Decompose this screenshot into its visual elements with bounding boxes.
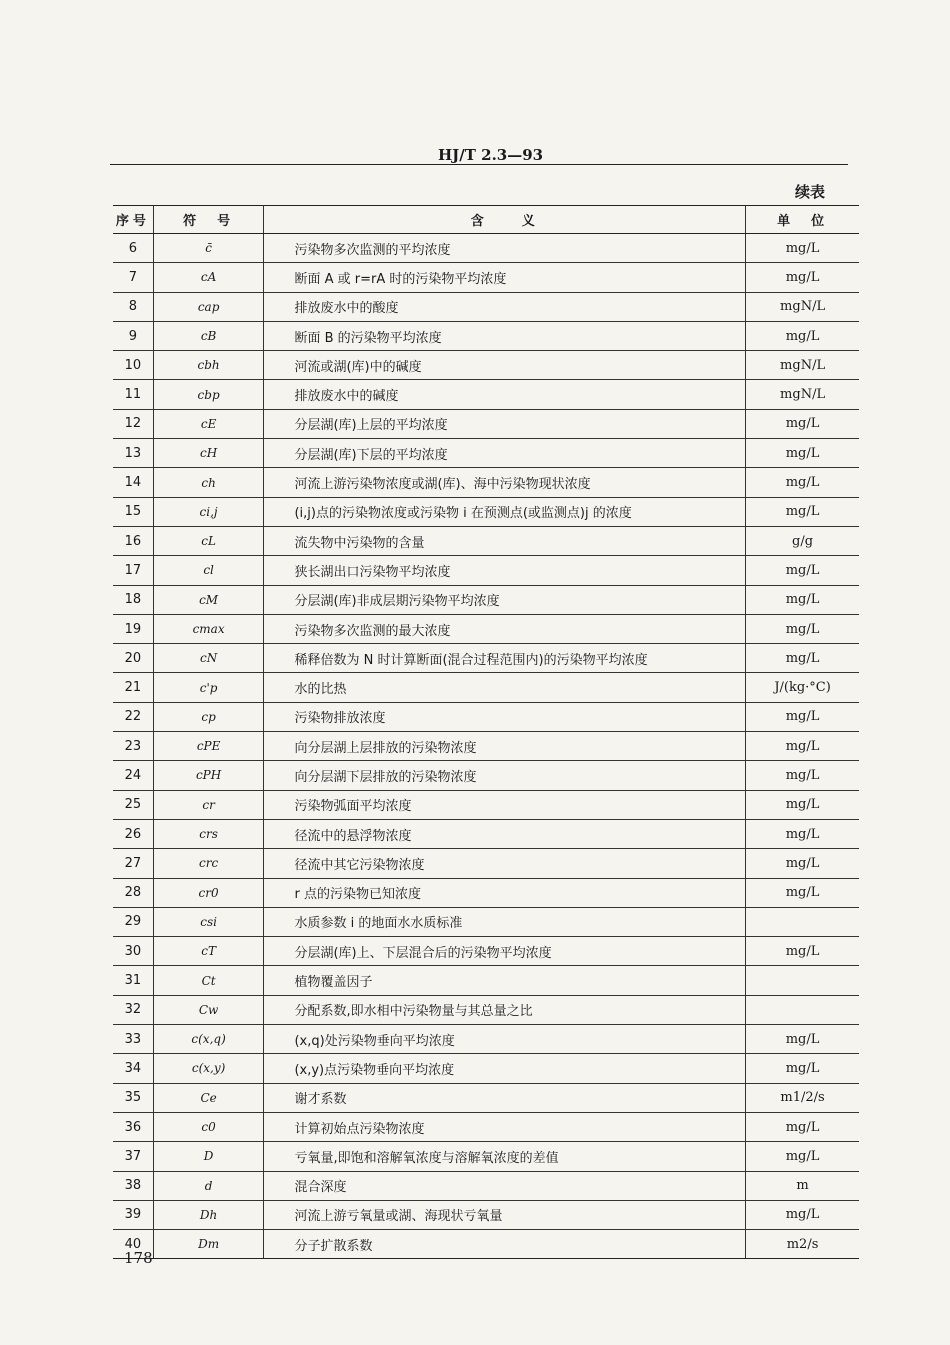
table-row — [113, 263, 859, 292]
row-number: 26 — [113, 819, 153, 848]
row-unit: mg/L — [746, 732, 859, 761]
col-header-meaning: 含 义 — [264, 206, 746, 234]
row-number: 27 — [113, 849, 153, 878]
row-number: 9 — [113, 321, 153, 350]
row-meaning: r 点的污染物已知浓度 — [264, 878, 746, 907]
row-symbol: cp — [153, 702, 264, 731]
row-number: 35 — [113, 1083, 153, 1112]
row-unit: mg/L — [746, 878, 859, 907]
row-meaning: 断面 B 的污染物平均浓度 — [264, 321, 746, 350]
row-unit: mgN/L — [746, 380, 859, 409]
row-unit: mg/L — [746, 937, 859, 966]
standard-code: HJ/T 2.3—93 — [438, 146, 544, 164]
row-meaning: 分子扩散系数 — [264, 1230, 746, 1259]
row-meaning: 河流上游污染物浓度或湖(库)、海中污染物现状浓度 — [264, 468, 746, 497]
row-symbol: cH — [153, 439, 264, 468]
row-symbol: d — [153, 1171, 264, 1200]
table-row — [113, 878, 859, 907]
row-number: 39 — [113, 1200, 153, 1229]
row-unit: mg/L — [746, 1025, 859, 1054]
row-meaning: 稀释倍数为 N 时计算断面(混合过程范围内)的污染物平均浓度 — [264, 644, 746, 673]
table-row — [113, 556, 859, 585]
row-unit: J/(kg·°C) — [746, 673, 859, 702]
row-unit: m2/s — [746, 1230, 859, 1259]
table-row — [113, 995, 859, 1024]
table-row — [113, 790, 859, 819]
row-unit: mg/L — [746, 614, 859, 643]
row-symbol: crc — [153, 849, 264, 878]
row-number: 36 — [113, 1112, 153, 1141]
row-unit: mg/L — [746, 263, 859, 292]
table-row — [113, 321, 859, 350]
table-row — [113, 409, 859, 438]
row-number: 34 — [113, 1054, 153, 1083]
table-row — [113, 468, 859, 497]
row-meaning: (x,q)处污染物垂向平均浓度 — [264, 1025, 746, 1054]
table-row — [113, 234, 859, 263]
row-symbol: cN — [153, 644, 264, 673]
row-symbol: ci,j — [153, 497, 264, 526]
row-unit: mg/L — [746, 1112, 859, 1141]
row-unit: mg/L — [746, 468, 859, 497]
row-number: 30 — [113, 937, 153, 966]
row-meaning: 排放废水中的碱度 — [264, 380, 746, 409]
row-number: 16 — [113, 526, 153, 555]
row-unit: mg/L — [746, 1054, 859, 1083]
row-unit: mg/L — [746, 702, 859, 731]
row-number: 32 — [113, 995, 153, 1024]
row-unit: m1/2/s — [746, 1083, 859, 1112]
row-symbol: cr0 — [153, 878, 264, 907]
row-symbol: cA — [153, 263, 264, 292]
row-meaning: 污染物多次监测的平均浓度 — [264, 234, 746, 263]
row-unit: mg/L — [746, 849, 859, 878]
row-number: 31 — [113, 966, 153, 995]
table-row — [113, 1200, 859, 1229]
table-row — [113, 732, 859, 761]
row-meaning: 分层湖(库)上层的平均浓度 — [264, 409, 746, 438]
col-header-unit: 单 位 — [746, 206, 859, 234]
row-meaning: 径流中的悬浮物浓度 — [264, 819, 746, 848]
row-symbol: ch — [153, 468, 264, 497]
row-unit: mg/L — [746, 644, 859, 673]
row-meaning: 向分层湖上层排放的污染物浓度 — [264, 732, 746, 761]
row-symbol: c(x,y) — [153, 1054, 264, 1083]
col-header-symbol: 符 号 — [153, 206, 264, 234]
table-row — [113, 819, 859, 848]
row-meaning: (x,y)点污染物垂向平均浓度 — [264, 1054, 746, 1083]
row-symbol: Dm — [153, 1230, 264, 1259]
row-number: 6 — [113, 234, 153, 263]
row-number: 20 — [113, 644, 153, 673]
table-row — [113, 702, 859, 731]
row-meaning: 断面 A 或 r=rA 时的污染物平均浓度 — [264, 263, 746, 292]
row-symbol: cPH — [153, 761, 264, 790]
row-symbol: cM — [153, 585, 264, 614]
table-row — [113, 1171, 859, 1200]
row-symbol: cE — [153, 409, 264, 438]
row-meaning: 分层湖(库)非成层期污染物平均浓度 — [264, 585, 746, 614]
row-symbol: Ct — [153, 966, 264, 995]
continued-label: 续表 — [795, 183, 826, 201]
row-meaning: 狭长湖出口污染物平均浓度 — [264, 556, 746, 585]
row-meaning: 水的比热 — [264, 673, 746, 702]
table-row — [113, 585, 859, 614]
row-symbol: cL — [153, 526, 264, 555]
row-meaning: 亏氧量,即饱和溶解氧浓度与溶解氧浓度的差值 — [264, 1142, 746, 1171]
row-symbol: cbh — [153, 351, 264, 380]
table-row — [113, 907, 859, 936]
table-row — [113, 614, 859, 643]
row-symbol: D — [153, 1142, 264, 1171]
row-unit: mg/L — [746, 1142, 859, 1171]
row-meaning: 流失物中污染物的含量 — [264, 526, 746, 555]
table-row — [113, 966, 859, 995]
table-row — [113, 644, 859, 673]
row-number: 12 — [113, 409, 153, 438]
row-unit: mg/L — [746, 497, 859, 526]
table-row — [113, 1142, 859, 1171]
row-unit: mgN/L — [746, 351, 859, 380]
row-unit: mg/L — [746, 819, 859, 848]
row-meaning: 河流或湖(库)中的碱度 — [264, 351, 746, 380]
row-number: 40 — [113, 1230, 153, 1259]
row-meaning: 分层湖(库)下层的平均浓度 — [264, 439, 746, 468]
row-symbol: cPE — [153, 732, 264, 761]
row-symbol: cr — [153, 790, 264, 819]
row-unit: mg/L — [746, 321, 859, 350]
row-meaning: (i,j)点的污染物浓度或污染物 i 在预测点(或监测点)j 的浓度 — [264, 497, 746, 526]
row-meaning: 径流中其它污染物浓度 — [264, 849, 746, 878]
row-number: 17 — [113, 556, 153, 585]
row-number: 8 — [113, 292, 153, 321]
col-header-no: 序号 — [113, 206, 153, 234]
row-symbol: c(x,q) — [153, 1025, 264, 1054]
row-unit: g/g — [746, 526, 859, 555]
row-unit: mg/L — [746, 585, 859, 614]
row-unit: mg/L — [746, 1200, 859, 1229]
table-row — [113, 1230, 859, 1259]
row-meaning: 排放废水中的酸度 — [264, 292, 746, 321]
row-number: 29 — [113, 907, 153, 936]
row-meaning: 分配系数,即水相中污染物量与其总量之比 — [264, 995, 746, 1024]
table-row — [113, 439, 859, 468]
row-unit — [746, 907, 859, 936]
row-unit — [746, 995, 859, 1024]
row-symbol: c'p — [153, 673, 264, 702]
row-symbol: crs — [153, 819, 264, 848]
row-unit: mg/L — [746, 790, 859, 819]
row-unit — [746, 966, 859, 995]
row-number: 7 — [113, 263, 153, 292]
row-meaning: 水质参数 i 的地面水水质标准 — [264, 907, 746, 936]
row-symbol: cl — [153, 556, 264, 585]
table-row — [113, 673, 859, 702]
row-unit: mgN/L — [746, 292, 859, 321]
row-symbol: c0 — [153, 1112, 264, 1141]
table-row — [113, 351, 859, 380]
row-number: 38 — [113, 1171, 153, 1200]
row-symbol: cap — [153, 292, 264, 321]
row-meaning: 污染物弧面平均浓度 — [264, 790, 746, 819]
row-meaning: 植物覆盖因子 — [264, 966, 746, 995]
row-unit: mg/L — [746, 409, 859, 438]
row-number: 13 — [113, 439, 153, 468]
row-meaning: 河流上游亏氧量或湖、海现状亏氧量 — [264, 1200, 746, 1229]
row-number: 10 — [113, 351, 153, 380]
table-row — [113, 526, 859, 555]
table-header-row — [113, 206, 859, 234]
table-row — [113, 292, 859, 321]
row-number: 37 — [113, 1142, 153, 1171]
row-meaning: 向分层湖下层排放的污染物浓度 — [264, 761, 746, 790]
row-unit: m — [746, 1171, 859, 1200]
table-row — [113, 1054, 859, 1083]
row-unit: mg/L — [746, 439, 859, 468]
row-symbol: c̄ — [153, 234, 264, 263]
row-number: 19 — [113, 614, 153, 643]
row-number: 23 — [113, 732, 153, 761]
row-meaning: 污染物多次监测的最大浓度 — [264, 614, 746, 643]
row-symbol: cmax — [153, 614, 264, 643]
row-number: 33 — [113, 1025, 153, 1054]
row-symbol: Dh — [153, 1200, 264, 1229]
row-meaning: 分层湖(库)上、下层混合后的污染物平均浓度 — [264, 937, 746, 966]
row-number: 11 — [113, 380, 153, 409]
page-number: 178 — [124, 1249, 153, 1267]
row-symbol: csi — [153, 907, 264, 936]
row-meaning: 污染物排放浓度 — [264, 702, 746, 731]
row-unit: mg/L — [746, 761, 859, 790]
row-unit: mg/L — [746, 556, 859, 585]
table-row — [113, 761, 859, 790]
row-symbol: cT — [153, 937, 264, 966]
row-unit: mg/L — [746, 234, 859, 263]
row-symbol: cB — [153, 321, 264, 350]
row-symbol: Cw — [153, 995, 264, 1024]
row-symbol: Ce — [153, 1083, 264, 1112]
table-row — [113, 937, 859, 966]
table-row — [113, 1112, 859, 1141]
table-row — [113, 1025, 859, 1054]
row-number: 25 — [113, 790, 153, 819]
row-meaning: 计算初始点污染物浓度 — [264, 1112, 746, 1141]
row-meaning: 谢才系数 — [264, 1083, 746, 1112]
table-row — [113, 380, 859, 409]
symbol-table — [113, 205, 859, 1259]
row-number: 18 — [113, 585, 153, 614]
table-row — [113, 849, 859, 878]
row-number: 14 — [113, 468, 153, 497]
row-number: 22 — [113, 702, 153, 731]
row-number: 24 — [113, 761, 153, 790]
table-row — [113, 1083, 859, 1112]
table-row — [113, 497, 859, 526]
row-number: 21 — [113, 673, 153, 702]
row-symbol: cbp — [153, 380, 264, 409]
row-meaning: 混合深度 — [264, 1171, 746, 1200]
row-number: 28 — [113, 878, 153, 907]
row-number: 15 — [113, 497, 153, 526]
